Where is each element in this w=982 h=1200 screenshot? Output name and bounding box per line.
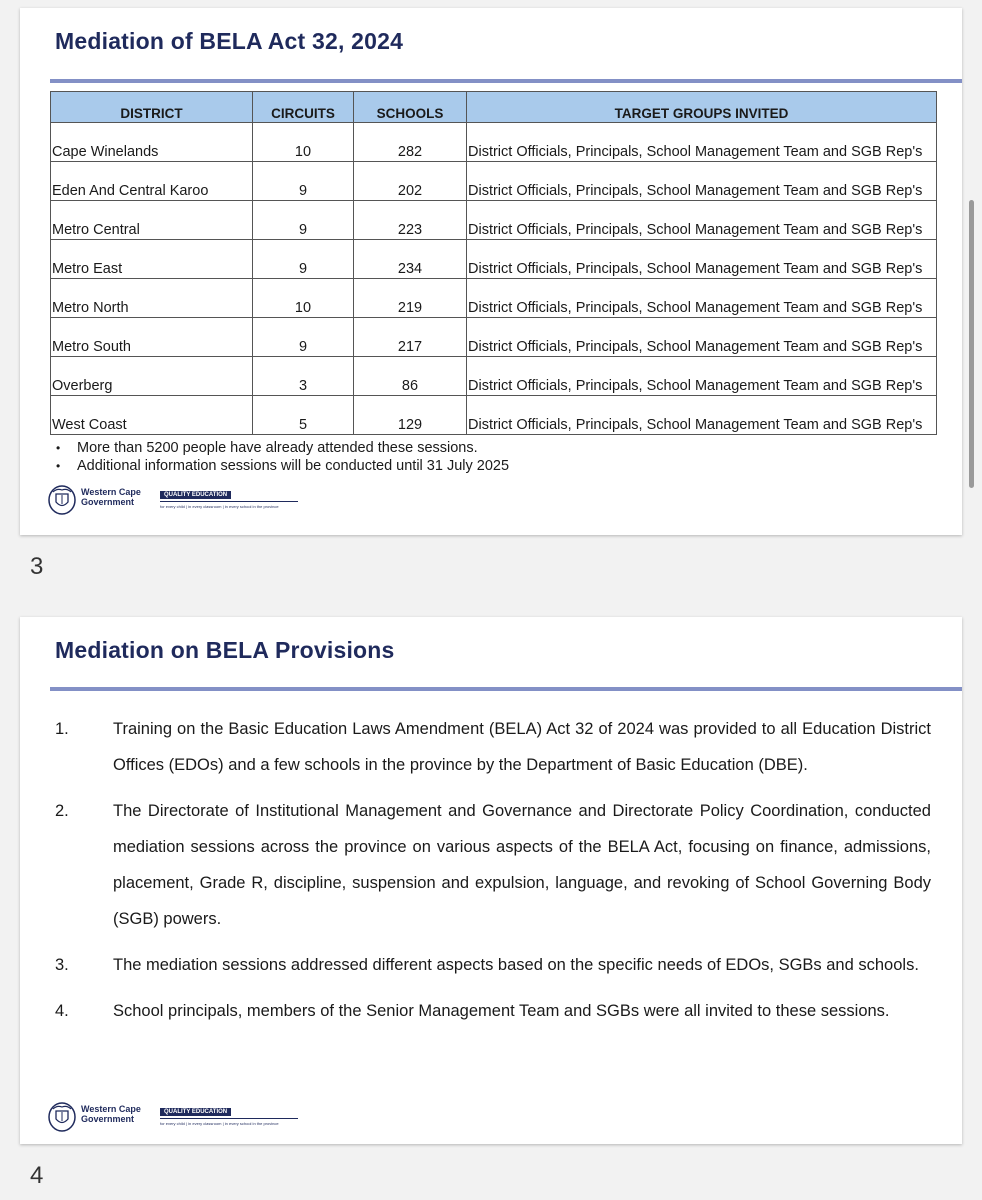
note-text: Additional information sessions will be conducted until 31 July 2025	[77, 458, 510, 474]
cell-target: District Officials, Principals, School Management Team and SGB Rep's	[467, 201, 937, 240]
list-item	[56, 439, 509, 457]
cell-district: Metro Central	[51, 201, 253, 240]
item-number: 2.	[55, 802, 69, 820]
table-row	[51, 396, 937, 435]
cell-circuits: 9	[253, 318, 354, 357]
government-name	[81, 1104, 141, 1124]
badge-tagline: for every child | in every classroom | in every school in the province	[160, 1121, 279, 1126]
cell-target: District Officials, Principals, School Management Team and SGB Rep's	[467, 279, 937, 318]
government-line-2: Government	[81, 497, 135, 507]
quality-education-badge: QUALITY EDUCATION	[160, 1108, 231, 1116]
header-circuits: CIRCUITS	[253, 92, 354, 123]
cell-circuits: 9	[253, 162, 354, 201]
coat-of-arms-icon	[48, 1102, 76, 1132]
badge-tagline: for every child | in every classroom | in every school in the province	[160, 504, 279, 509]
slide-title: Mediation on BELA Provisions	[55, 637, 395, 663]
item-number: 1.	[55, 720, 69, 738]
cell-circuits: 10	[253, 123, 354, 162]
list-item	[56, 457, 509, 475]
cell-target: District Officials, Principals, School Management Team and SGB Rep's	[467, 240, 937, 279]
cell-district: Metro North	[51, 279, 253, 318]
title-underline	[50, 79, 962, 83]
cell-schools: 219	[354, 279, 467, 318]
district-table	[50, 91, 937, 435]
government-name	[81, 487, 141, 507]
scrollbar-thumb[interactable]	[969, 200, 974, 488]
cell-district: Metro East	[51, 240, 253, 279]
table-row	[51, 279, 937, 318]
header-target-groups: TARGET GROUPS INVITED	[467, 92, 937, 123]
item-number: 4.	[55, 1002, 69, 1020]
cell-district: Cape Winelands	[51, 123, 253, 162]
header-schools: SCHOOLS	[354, 92, 467, 123]
list-item	[55, 793, 931, 937]
badge-divider	[160, 1118, 298, 1119]
coat-of-arms-icon	[48, 485, 76, 515]
cell-district: West Coast	[51, 396, 253, 435]
cell-schools: 234	[354, 240, 467, 279]
item-text: Training on the Basic Education Laws Amendment (BELA) Act 32 of 2024 was provided to all Education District Offices (EDOs) and a few schools in the province by the Department of Basic Education (DBE).	[113, 720, 931, 774]
cell-schools: 217	[354, 318, 467, 357]
item-number: 3.	[55, 956, 69, 974]
table-header-row	[51, 92, 937, 123]
cell-circuits: 5	[253, 396, 354, 435]
cell-circuits: 9	[253, 240, 354, 279]
footer-logo	[48, 485, 308, 519]
notes-list	[56, 439, 509, 475]
table-row	[51, 123, 937, 162]
item-text: The mediation sessions addressed different aspects based on the specific needs of EDOs, SGBs and schools.	[113, 956, 919, 974]
slide-4	[20, 617, 962, 1144]
badge-divider	[160, 501, 298, 502]
cell-target: District Officials, Principals, School Management Team and SGB Rep's	[467, 162, 937, 201]
cell-target: District Officials, Principals, School Management Team and SGB Rep's	[467, 357, 937, 396]
quality-education-badge: QUALITY EDUCATION	[160, 491, 231, 499]
cell-district: Overberg	[51, 357, 253, 396]
table-row	[51, 318, 937, 357]
item-text: The Directorate of Institutional Management and Governance and Directorate Policy Coordination, conducted mediation sessions across the province on various aspects of the BELA Act, focusing on finance, admissions, placement, Grade R, discipline, suspension and expulsion, language, and revoking of School Governing Body (SGB) powers.	[113, 802, 931, 928]
table-row	[51, 357, 937, 396]
government-line-2: Government	[81, 1114, 135, 1124]
government-line-1: Western Cape	[81, 487, 141, 497]
table-row	[51, 240, 937, 279]
cell-target: District Officials, Principals, School Management Team and SGB Rep's	[467, 396, 937, 435]
table-row	[51, 201, 937, 240]
cell-district: Eden And Central Karoo	[51, 162, 253, 201]
page-number: 3	[30, 553, 44, 580]
table-row	[51, 162, 937, 201]
bullet-icon: •	[56, 441, 61, 455]
cell-district: Metro South	[51, 318, 253, 357]
list-item	[55, 993, 931, 1029]
cell-schools: 282	[354, 123, 467, 162]
bullet-icon: •	[56, 459, 61, 473]
cell-schools: 86	[354, 357, 467, 396]
list-item	[55, 711, 931, 783]
cell-circuits: 3	[253, 357, 354, 396]
page-number: 4	[30, 1162, 44, 1189]
cell-schools: 223	[354, 201, 467, 240]
cell-schools: 202	[354, 162, 467, 201]
slide-3	[20, 8, 962, 535]
provisions-list	[55, 711, 931, 1039]
government-line-1: Western Cape	[81, 1104, 141, 1114]
note-text: More than 5200 people have already attended these sessions.	[77, 440, 478, 456]
footer-logo	[48, 1102, 308, 1136]
cell-target: District Officials, Principals, School Management Team and SGB Rep's	[467, 123, 937, 162]
slide-title: Mediation of BELA Act 32, 2024	[55, 28, 404, 54]
cell-target: District Officials, Principals, School Management Team and SGB Rep's	[467, 318, 937, 357]
item-text: School principals, members of the Senior Management Team and SGBs were all invited to these sessions.	[113, 1002, 890, 1020]
cell-circuits: 9	[253, 201, 354, 240]
cell-schools: 129	[354, 396, 467, 435]
cell-circuits: 10	[253, 279, 354, 318]
list-item	[55, 947, 931, 983]
title-underline	[50, 687, 962, 691]
header-district: DISTRICT	[51, 92, 253, 123]
